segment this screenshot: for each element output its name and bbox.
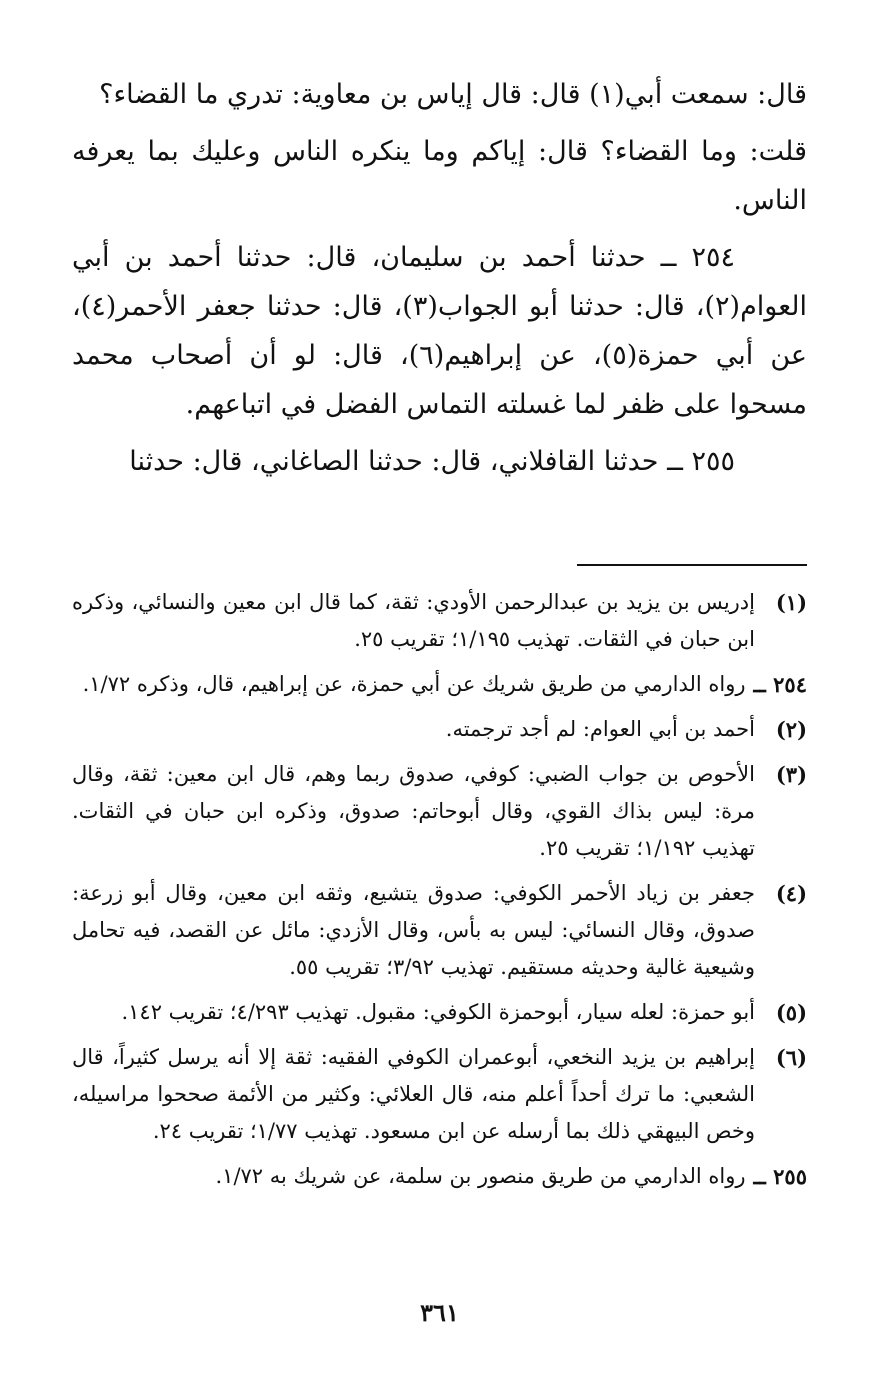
main-text <box>72 70 807 486</box>
footnote-divider <box>577 564 807 566</box>
footnote-text: رواه الدارمي من طريق شريك عن أبي حمزة، عن إبراهيم، قال، وذكره ١/٧٢. <box>82 672 746 696</box>
footnote-text: إدريس بن يزيد بن عبدالرحمن الأودي: ثقة، كما قال ابن معين والنسائي، وذكره ابن حبان في الثقات. تهذيب ١/١٩٥؛ تقريب ٢٥. <box>72 590 755 651</box>
book-page <box>72 70 807 1370</box>
footnotes <box>72 584 807 1195</box>
footnote <box>72 756 807 867</box>
page-number: ٣٦١ <box>420 1298 459 1327</box>
footnote-text: إبراهيم بن يزيد النخعي، أبوعمران الكوفي الفقيه: ثقة إلا أنه يرسل كثيراً، قال الشعبي: ما ترك أحداً أعلم منه، قال العلائي: وكثير من الأئمة صححوا مراسيله، وخص البيهقي ذلك بما أرسله عن ابن مسعود. تهذيب ١/٧٧؛ تقريب ٢٤. <box>72 1045 755 1143</box>
footnote-number: (٢) <box>775 717 807 742</box>
footnote-text: أحمد بن أبي العوام: لم أجد ترجمته. <box>445 717 755 741</box>
footnote <box>72 666 807 703</box>
footnote-number: ٢٥٥ ــ <box>753 1164 807 1189</box>
main-text-line-2: قلت: وما القضاء؟ قال: إياكم وما ينكره الناس وعليك بما يعرفه الناس. <box>72 136 807 216</box>
footnote-number: (٦) <box>775 1045 807 1070</box>
hadith-255-paragraph: ٢٥٥ ــ حدثنا القافلاني، قال: حدثنا الصاغاني، قال: حدثنا <box>129 446 735 477</box>
hadith-254-paragraph: ٢٥٤ ــ حدثنا أحمد بن سليمان، قال: حدثنا أحمد بن أبي العوام(٢)، قال: حدثنا أبو الجواب(٣)، قال: حدثنا جعفر الأحمر(٤)، عن أبي حمزة(٥)، عن إبراهيم(٦)، قال: لو أن أصحاب محمد مسحوا على ظفر لما غسلته التماس الفضل في اتباعهم. <box>72 242 807 420</box>
footnote <box>72 994 807 1031</box>
footnote <box>72 1039 807 1150</box>
footnote-number: ٢٥٤ ــ <box>753 672 807 697</box>
footnote <box>72 584 807 658</box>
footnote-text: الأحوص بن جواب الضبي: كوفي، صدوق ربما وهم، قال ابن معين: ثقة، وقال مرة: ليس بذاك القوي، وقال أبوحاتم: صدوق، وذكره ابن حبان في الثقات. تهذيب ١/١٩٢؛ تقريب ٢٥. <box>72 762 755 860</box>
footnote-text: أبو حمزة: لعله سيار، أبوحمزة الكوفي: مقبول. تهذيب ٤/٢٩٣؛ تقريب ١٤٢. <box>121 1000 755 1024</box>
footnote-number: (٥) <box>775 1000 807 1025</box>
footnote <box>72 1158 807 1195</box>
footnote <box>72 875 807 986</box>
footnote-number: (٤) <box>775 881 807 906</box>
footnote-text: جعفر بن زياد الأحمر الكوفي: صدوق يتشيع، وثقه ابن معين، وقال أبو زرعة: صدوق، وقال النسائي: ليس به بأس، وقال الأزدي: مائل عن القصد، فيه تحامل وشيعية غالية وحديثه مستقيم. تهذيب ٣/٩٢؛ تقريب ٥٥. <box>72 881 755 979</box>
footnote <box>72 711 807 748</box>
footnote-number: (٣) <box>775 762 807 787</box>
main-text-line-1: قال: سمعت أبي(١) قال: قال إياس بن معاوية: تدري ما القضاء؟ <box>99 79 807 110</box>
footnote-number: (١) <box>775 590 807 615</box>
footnote-text: رواه الدارمي من طريق منصور بن سلمة، عن شريك به ١/٧٢. <box>215 1164 746 1188</box>
